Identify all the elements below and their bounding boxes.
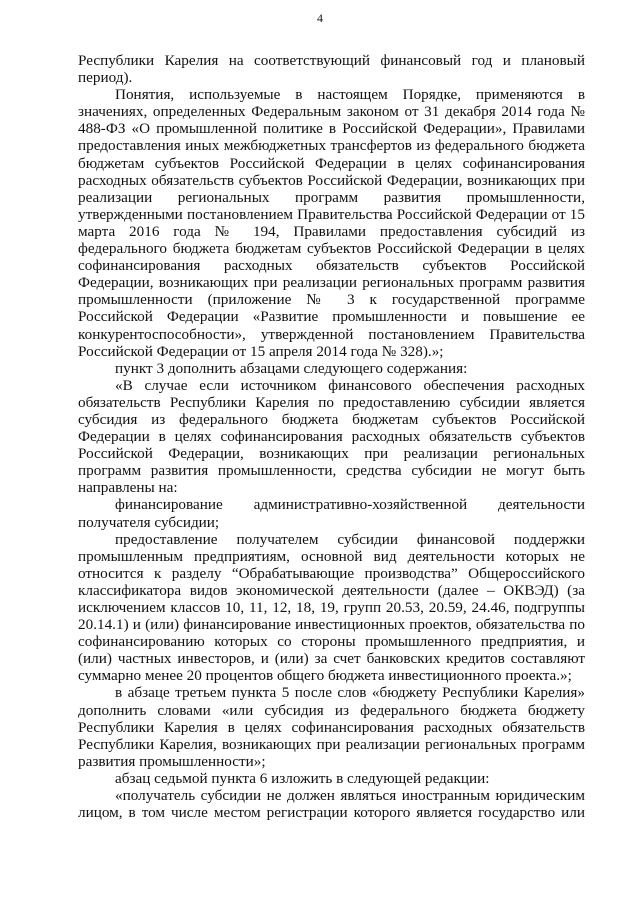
paragraph-5: финансирование административно-хозяйственной деятельности получателя субсидии; bbox=[78, 496, 585, 531]
paragraph-9: «получатель субсидии не должен являться иностранным юридическим лицом, в том числе местом регистрации которого является государство или bbox=[78, 787, 585, 822]
paragraph-6: предоставление получателем субсидии финансовой поддержки промышленным предприятиям, основной вид деятельности которых не относится к разделу “Обрабатывающие производства” Общероссийского классификатора видов экономической деятельности (далее – ОКВЭД) (за исключением классов 10, 11, 12, 18, 19, групп 20.53, 20.59, 24.46, подгруппы 20.14.1) и (или) финансирование инвестиционных проектов, обязательства по софинансированию которых со стороны промышленного предприятия, и (или) частных инвесторов, и (или) за счет банковских кредитов составляют суммарно менее 20 процентов общего бюджета инвестиционного проекта.»; bbox=[78, 530, 585, 685]
paragraph-3: пункт 3 дополнить абзацами следующего содержания: bbox=[115, 359, 468, 377]
document-body bbox=[78, 52, 585, 821]
paragraph-7: в абзаце третьем пункта 5 после слов «бюджету Республики Карелия» дополнить словами «или субсидия из федерального бюджета бюджету Республики Карелия в целях софинансирования расходных обязательств Республики Карелия, возникающих при реализации региональных программ развития промышленности»; bbox=[78, 684, 585, 770]
paragraph-8: абзац седьмой пункта 6 изложить в следующей редакции: bbox=[115, 769, 490, 787]
paragraph-2: Понятия, используемые в настоящем Порядке, применяются в значениях, определенных Федеральным законом от 31 декабря 2014 года № 488-ФЗ «О промышленной политике в Российской Федерации», Правилами предоставления иных межбюджетных трансфертов из федерального бюджета бюджетам субъектов Российской Федерации в целях софинансирования расходных обязательств субъектов Российской Федерации, возникающих при реализации региональных программ развития промышленности, утвержденными постановлением Правительства Российской Федерации от 15 марта 2016 года № 194, Правилами предоставления субсидий из федерального бюджета бюджетам субъектов Российской Федерации в целях софинансирования расходных обязательств субъектов Российской Федерации, возникающих при реализации региональных программ развития промышленности (приложение № 3 к государственной программе Российской Федерации «Развитие промышленности и повышение ее конкурентоспособности», утвержденной постановлением Правительства Российской Федерации от 15 апреля 2014 года № 328).»; bbox=[78, 86, 585, 360]
paragraph-1: Республики Карелия на соответствующий финансовый год и плановый период). bbox=[78, 52, 585, 87]
paragraph-4: «В случае если источником финансового обеспечения расходных обязательств Республики Карелия по предоставлению субсидии является субсидия из федерального бюджета бюджетам субъектов Российской Федерации в целях софинансирования расходных обязательств субъектов Российской Федерации, возникающих при реализации региональных программ развития промышленности, средства субсидии не могут быть направлены на: bbox=[78, 376, 585, 497]
page-number: 4 bbox=[317, 11, 323, 25]
